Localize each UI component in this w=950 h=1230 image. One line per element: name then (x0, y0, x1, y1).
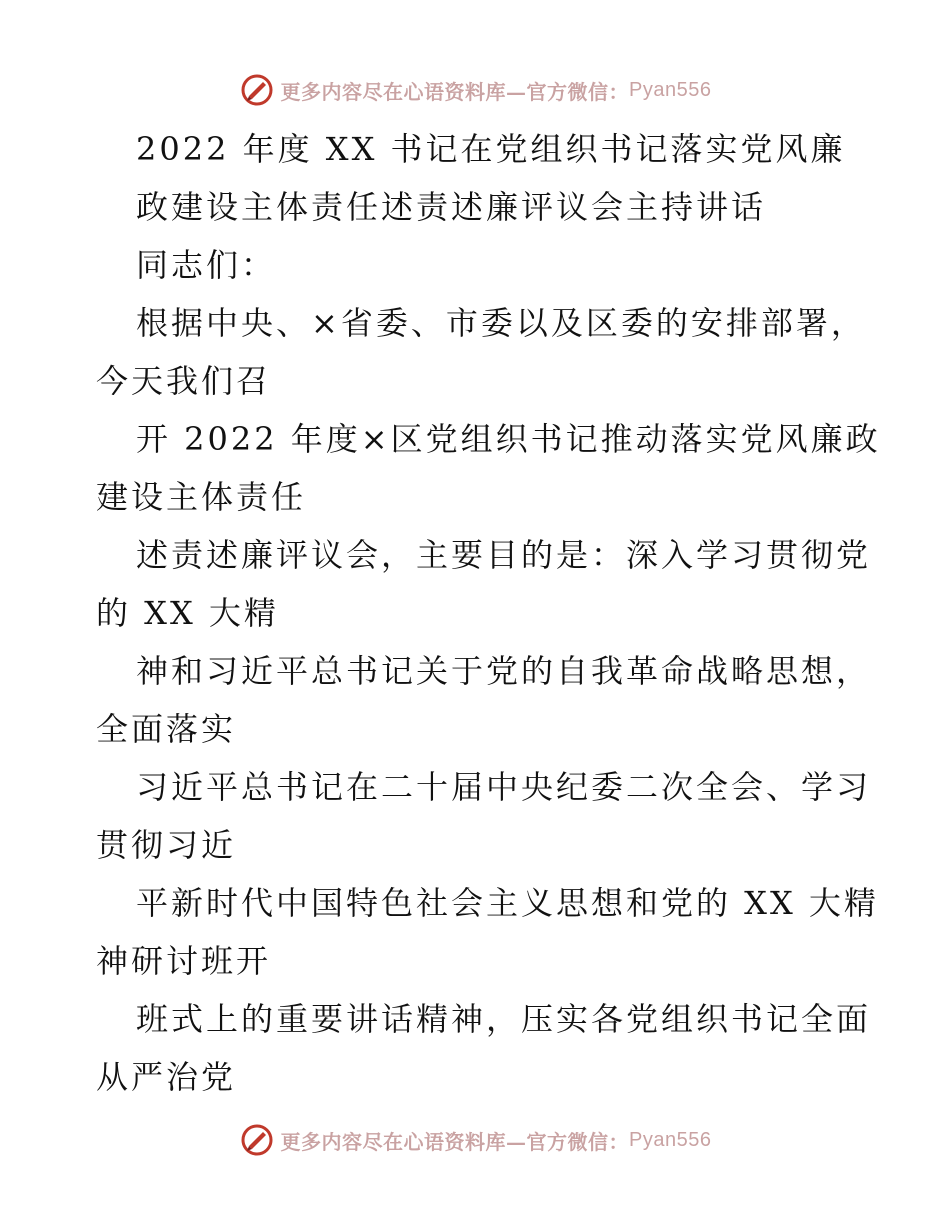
paragraph-line: 神和习近平总书记关于党的自我革命战略思想， (136, 652, 872, 690)
pen-logo-icon (239, 1122, 275, 1158)
pen-logo-icon (239, 72, 275, 108)
paragraph-line: 建设主体责任 (96, 478, 307, 516)
footer-watermark-banner (0, 1120, 950, 1160)
paragraph-line: 平新时代中国特色社会主义思想和党的 XX 大精 (136, 884, 879, 922)
footer-banner-wechat-id: Pyan556 (629, 1128, 712, 1151)
title-line-2: 政建设主体责任述责述廉评议会主持讲话 (136, 188, 767, 226)
header-banner-wechat-id: Pyan556 (629, 78, 712, 101)
title-line-1: 2022 年度 XX 书记在党组织书记落实党风廉 (136, 130, 846, 168)
paragraph-line: 根据中央、×省委、市委以及区委的安排部署， (136, 304, 866, 342)
paragraph-line: 的 XX 大精 (96, 594, 279, 632)
paragraph-line: 从严治党 (96, 1058, 237, 1096)
paragraph-line: 贯彻习近 (96, 826, 237, 864)
paragraph-line: 开 2022 年度×区党组织书记推动落实党风廉政 (136, 420, 881, 458)
paragraph-line: 全面落实 (96, 710, 237, 748)
header-watermark-banner (0, 70, 950, 110)
paragraph-line: 习近平总书记在二十届中央纪委二次全会、学习 (136, 768, 872, 806)
paragraph-line: 今天我们召 (96, 362, 272, 400)
paragraph-line: 班式上的重要讲话精神，压实各党组织书记全面 (136, 1000, 872, 1038)
footer-banner-text: 更多内容尽在心语资料库—官方微信： (280, 1129, 630, 1154)
paragraph-line: 述责述廉评议会，主要目的是：深入学习贯彻党 (136, 536, 872, 574)
salutation: 同志们： (136, 246, 277, 284)
paragraph-line: 神研讨班开 (96, 942, 272, 980)
document-body (96, 120, 881, 1106)
header-banner-text: 更多内容尽在心语资料库—官方微信： (280, 79, 630, 104)
